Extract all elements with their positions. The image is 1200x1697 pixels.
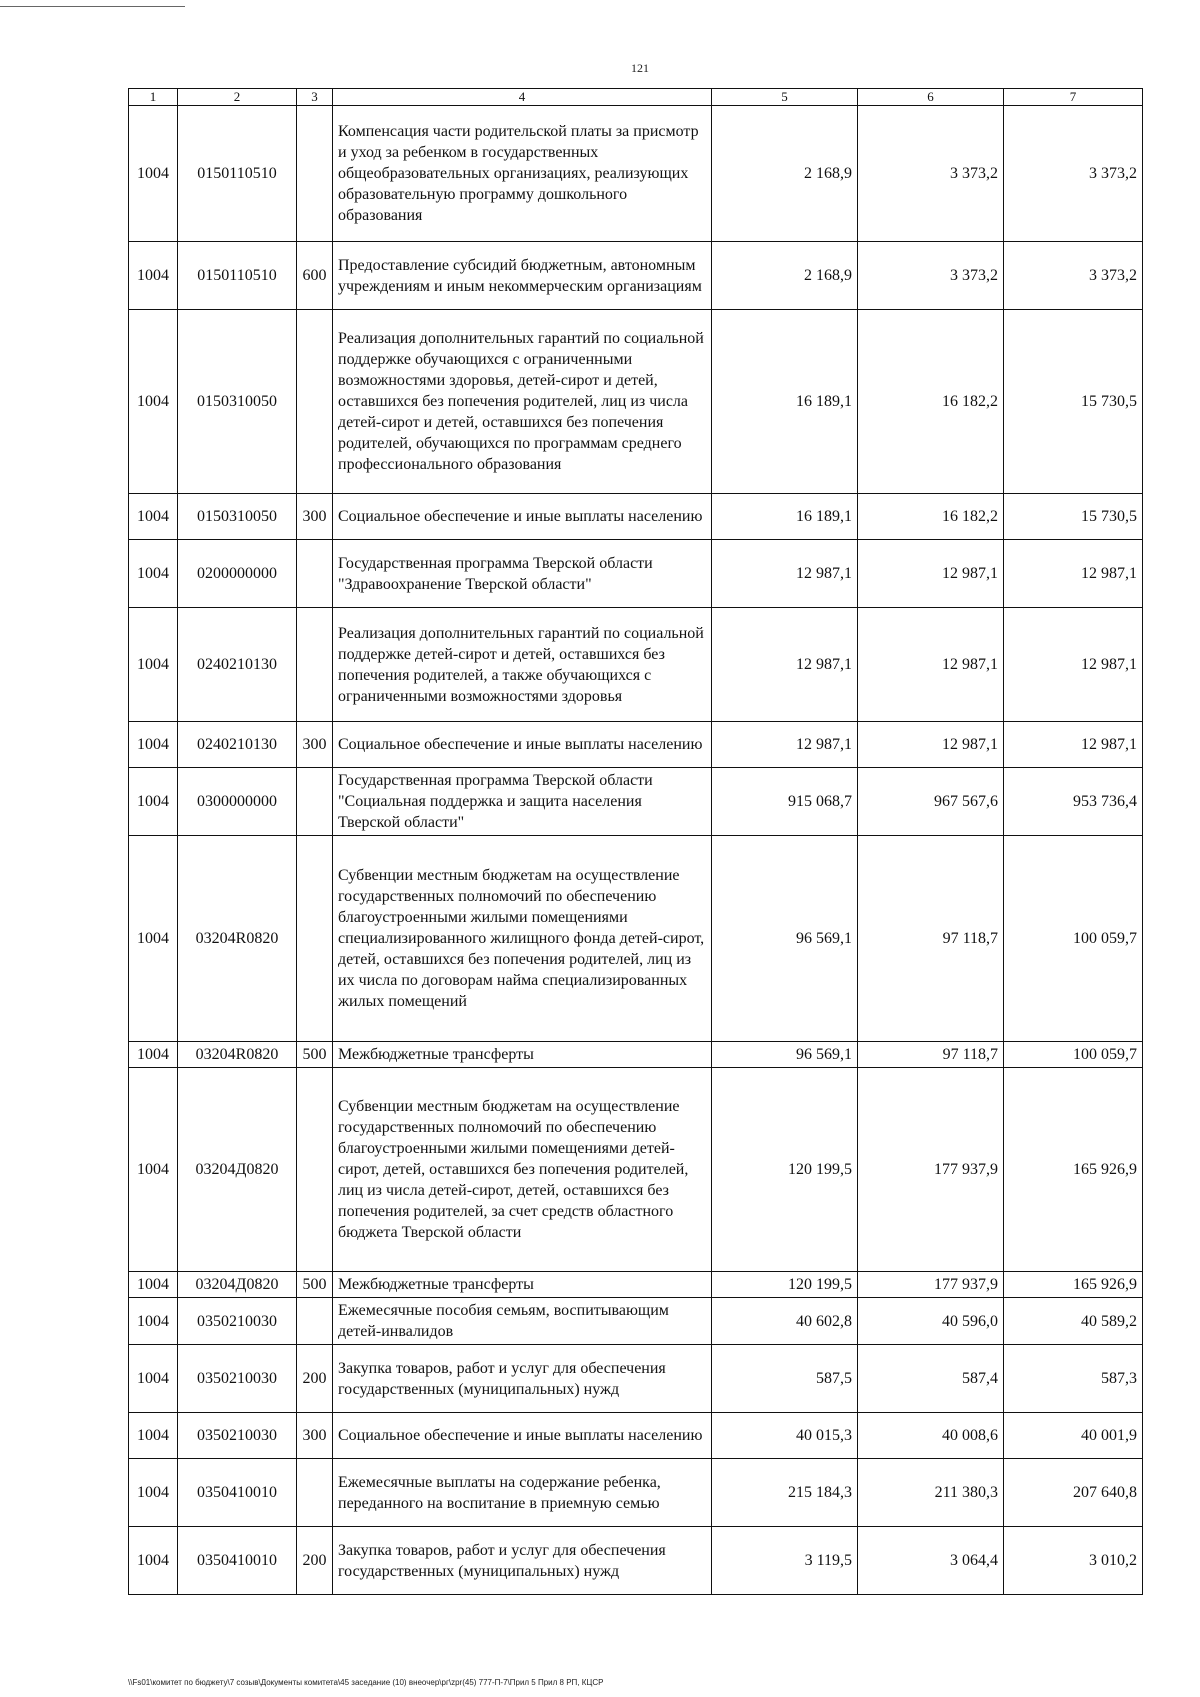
amount-cell-1: 915 068,7 — [712, 768, 858, 836]
amount-cell-2: 97 118,7 — [858, 836, 1004, 1042]
amount-cell-3: 12 987,1 — [1004, 722, 1143, 768]
amount-cell-2: 16 182,2 — [858, 310, 1004, 494]
col-header-6: 6 — [858, 89, 1004, 106]
section-cell: 1004 — [129, 1298, 178, 1345]
amount-cell-3: 3 010,2 — [1004, 1527, 1143, 1595]
expense-type-cell — [297, 608, 333, 722]
amount-cell-2: 40 596,0 — [858, 1298, 1004, 1345]
name-cell: Субвенции местным бюджетам на осуществление государственных полномочий по обеспечению благоустроенными жилыми помещениями специализированного жилищного фонда детей-сирот, детей, оставшихся без попечения родителей, лиц из их числа по договорам найма специализированных жилых помещений — [333, 836, 712, 1042]
amount-cell-2: 177 937,9 — [858, 1068, 1004, 1272]
target-code-cell: 0240210130 — [178, 608, 297, 722]
section-cell: 1004 — [129, 1068, 178, 1272]
table-row — [129, 540, 1143, 608]
table-row — [129, 1345, 1143, 1413]
target-code-cell: 0350210030 — [178, 1298, 297, 1345]
amount-cell-2: 12 987,1 — [858, 540, 1004, 608]
section-cell: 1004 — [129, 608, 178, 722]
amount-cell-1: 120 199,5 — [712, 1272, 858, 1298]
section-cell: 1004 — [129, 836, 178, 1042]
file-path-footer: \\Fs01\комитет по бюджету\7 созыв\Документы комитета\45 заседание (10) внеочер\рг\zpr(45) 777-П-7\Прил 5 Прил 8 РП, КЦСР — [128, 1678, 604, 1687]
amount-cell-3: 15 730,5 — [1004, 494, 1143, 540]
name-cell: Закупка товаров, работ и услуг для обеспечения государственных (муниципальных) нужд — [333, 1527, 712, 1595]
expense-type-cell — [297, 836, 333, 1042]
amount-cell-3: 953 736,4 — [1004, 768, 1143, 836]
section-cell: 1004 — [129, 768, 178, 836]
amount-cell-2: 587,4 — [858, 1345, 1004, 1413]
amount-cell-1: 40 602,8 — [712, 1298, 858, 1345]
section-cell: 1004 — [129, 1345, 178, 1413]
amount-cell-3: 165 926,9 — [1004, 1068, 1143, 1272]
target-code-cell: 0150310050 — [178, 494, 297, 540]
name-cell: Социальное обеспечение и иные выплаты населению — [333, 722, 712, 768]
section-cell: 1004 — [129, 106, 178, 242]
target-code-cell: 0150310050 — [178, 310, 297, 494]
amount-cell-3: 40 001,9 — [1004, 1413, 1143, 1459]
section-cell: 1004 — [129, 1413, 178, 1459]
name-cell: Закупка товаров, работ и услуг для обеспечения государственных (муниципальных) нужд — [333, 1345, 712, 1413]
expense-type-cell: 200 — [297, 1527, 333, 1595]
table-row — [129, 1527, 1143, 1595]
table-row — [129, 1459, 1143, 1527]
amount-cell-1: 12 987,1 — [712, 608, 858, 722]
amount-cell-2: 3 373,2 — [858, 242, 1004, 310]
expense-type-cell — [297, 768, 333, 836]
amount-cell-3: 100 059,7 — [1004, 1042, 1143, 1068]
expense-type-cell — [297, 106, 333, 242]
name-cell: Реализация дополнительных гарантий по социальной поддержке детей-сирот и детей, оставшихся без попечения родителей, а также обучающихся с ограниченными возможностями здоровья — [333, 608, 712, 722]
section-cell: 1004 — [129, 1459, 178, 1527]
expense-type-cell — [297, 1068, 333, 1272]
name-cell: Ежемесячные выплаты на содержание ребенка, переданного на воспитание в приемную семью — [333, 1459, 712, 1527]
expense-type-cell: 500 — [297, 1042, 333, 1068]
target-code-cell: 03204Д0820 — [178, 1068, 297, 1272]
amount-cell-2: 177 937,9 — [858, 1272, 1004, 1298]
amount-cell-3: 207 640,8 — [1004, 1459, 1143, 1527]
amount-cell-3: 12 987,1 — [1004, 540, 1143, 608]
name-cell: Социальное обеспечение и иные выплаты населению — [333, 1413, 712, 1459]
col-header-3: 3 — [297, 89, 333, 106]
table-row — [129, 1068, 1143, 1272]
amount-cell-1: 2 168,9 — [712, 106, 858, 242]
name-cell: Ежемесячные пособия семьям, воспитывающим детей-инвалидов — [333, 1298, 712, 1345]
col-header-2: 2 — [178, 89, 297, 106]
section-cell: 1004 — [129, 310, 178, 494]
table-row — [129, 722, 1143, 768]
amount-cell-1: 120 199,5 — [712, 1068, 858, 1272]
amount-cell-1: 40 015,3 — [712, 1413, 858, 1459]
section-cell: 1004 — [129, 1527, 178, 1595]
expense-type-cell: 300 — [297, 1413, 333, 1459]
table-row — [129, 242, 1143, 310]
amount-cell-2: 12 987,1 — [858, 608, 1004, 722]
name-cell: Межбюджетные трансферты — [333, 1272, 712, 1298]
expense-type-cell — [297, 540, 333, 608]
amount-cell-1: 587,5 — [712, 1345, 858, 1413]
section-cell: 1004 — [129, 242, 178, 310]
expense-type-cell — [297, 1459, 333, 1527]
target-code-cell: 0240210130 — [178, 722, 297, 768]
expense-type-cell: 300 — [297, 494, 333, 540]
name-cell: Субвенции местным бюджетам на осуществление государственных полномочий по обеспечению благоустроенными жилыми помещениями детей-сирот, детей, оставшихся без попечения родителей, лиц из числа детей-сирот, детей, оставшихся без попечения родителей, за счет средств областного бюджета Тверской области — [333, 1068, 712, 1272]
expense-type-cell — [297, 310, 333, 494]
table-row — [129, 1042, 1143, 1068]
table-row — [129, 836, 1143, 1042]
target-code-cell: 0150110510 — [178, 242, 297, 310]
section-cell: 1004 — [129, 722, 178, 768]
target-code-cell: 03204Д0820 — [178, 1272, 297, 1298]
amount-cell-3: 3 373,2 — [1004, 106, 1143, 242]
expense-type-cell — [297, 1298, 333, 1345]
table-row — [129, 106, 1143, 242]
table-row — [129, 1298, 1143, 1345]
name-cell: Межбюджетные трансферты — [333, 1042, 712, 1068]
amount-cell-2: 16 182,2 — [858, 494, 1004, 540]
target-code-cell: 0350210030 — [178, 1413, 297, 1459]
amount-cell-1: 3 119,5 — [712, 1527, 858, 1595]
amount-cell-2: 40 008,6 — [858, 1413, 1004, 1459]
section-cell: 1004 — [129, 1272, 178, 1298]
name-cell: Государственная программа Тверской области "Здравоохранение Тверской области" — [333, 540, 712, 608]
table-row — [129, 608, 1143, 722]
amount-cell-1: 215 184,3 — [712, 1459, 858, 1527]
col-header-5: 5 — [712, 89, 858, 106]
expense-type-cell: 500 — [297, 1272, 333, 1298]
name-cell: Государственная программа Тверской области "Социальная поддержка и защита населения Тверской области" — [333, 768, 712, 836]
name-cell: Предоставление субсидий бюджетным, автономным учреждениям и иным некоммерческим организациям — [333, 242, 712, 310]
name-cell: Социальное обеспечение и иные выплаты населению — [333, 494, 712, 540]
amount-cell-1: 16 189,1 — [712, 310, 858, 494]
amount-cell-3: 587,3 — [1004, 1345, 1143, 1413]
table-row — [129, 768, 1143, 836]
target-code-cell: 0300000000 — [178, 768, 297, 836]
amount-cell-2: 3 373,2 — [858, 106, 1004, 242]
col-header-7: 7 — [1004, 89, 1143, 106]
target-code-cell: 03204R0820 — [178, 1042, 297, 1068]
scan-edge-line — [0, 6, 185, 7]
amount-cell-1: 96 569,1 — [712, 836, 858, 1042]
target-code-cell: 03204R0820 — [178, 836, 297, 1042]
amount-cell-2: 211 380,3 — [858, 1459, 1004, 1527]
amount-cell-2: 3 064,4 — [858, 1527, 1004, 1595]
table-row — [129, 1272, 1143, 1298]
name-cell: Реализация дополнительных гарантий по социальной поддержке обучающихся с ограниченными возможностями здоровья, детей-сирот и детей, оставшихся без попечения родителей, лиц из числа детей-сирот и детей, оставшихся без попечения родителей, обучающихся по программам среднего профессионального образования — [333, 310, 712, 494]
header-row — [129, 89, 1143, 106]
name-cell: Компенсация части родительской платы за присмотр и уход за ребенком в государственных общеобразовательных организациях, реализующих образовательную программу дошкольного образования — [333, 106, 712, 242]
target-code-cell: 0150110510 — [178, 106, 297, 242]
amount-cell-1: 12 987,1 — [712, 540, 858, 608]
target-code-cell: 0350410010 — [178, 1527, 297, 1595]
amount-cell-3: 100 059,7 — [1004, 836, 1143, 1042]
expense-type-cell: 200 — [297, 1345, 333, 1413]
amount-cell-3: 3 373,2 — [1004, 242, 1143, 310]
amount-cell-3: 12 987,1 — [1004, 608, 1143, 722]
table-row — [129, 1413, 1143, 1459]
expense-type-cell: 300 — [297, 722, 333, 768]
amount-cell-1: 16 189,1 — [712, 494, 858, 540]
page-number: 121 — [631, 61, 649, 75]
amount-cell-1: 12 987,1 — [712, 722, 858, 768]
table-row — [129, 494, 1143, 540]
target-code-cell: 0200000000 — [178, 540, 297, 608]
col-header-4: 4 — [333, 89, 712, 106]
amount-cell-3: 165 926,9 — [1004, 1272, 1143, 1298]
target-code-cell: 0350210030 — [178, 1345, 297, 1413]
amount-cell-1: 2 168,9 — [712, 242, 858, 310]
expense-type-cell: 600 — [297, 242, 333, 310]
budget-table — [128, 88, 1143, 1595]
section-cell: 1004 — [129, 540, 178, 608]
amount-cell-3: 40 589,2 — [1004, 1298, 1143, 1345]
target-code-cell: 0350410010 — [178, 1459, 297, 1527]
amount-cell-3: 15 730,5 — [1004, 310, 1143, 494]
amount-cell-2: 97 118,7 — [858, 1042, 1004, 1068]
col-header-1: 1 — [129, 89, 178, 106]
amount-cell-2: 967 567,6 — [858, 768, 1004, 836]
table-row — [129, 310, 1143, 494]
amount-cell-1: 96 569,1 — [712, 1042, 858, 1068]
amount-cell-2: 12 987,1 — [858, 722, 1004, 768]
section-cell: 1004 — [129, 494, 178, 540]
section-cell: 1004 — [129, 1042, 178, 1068]
